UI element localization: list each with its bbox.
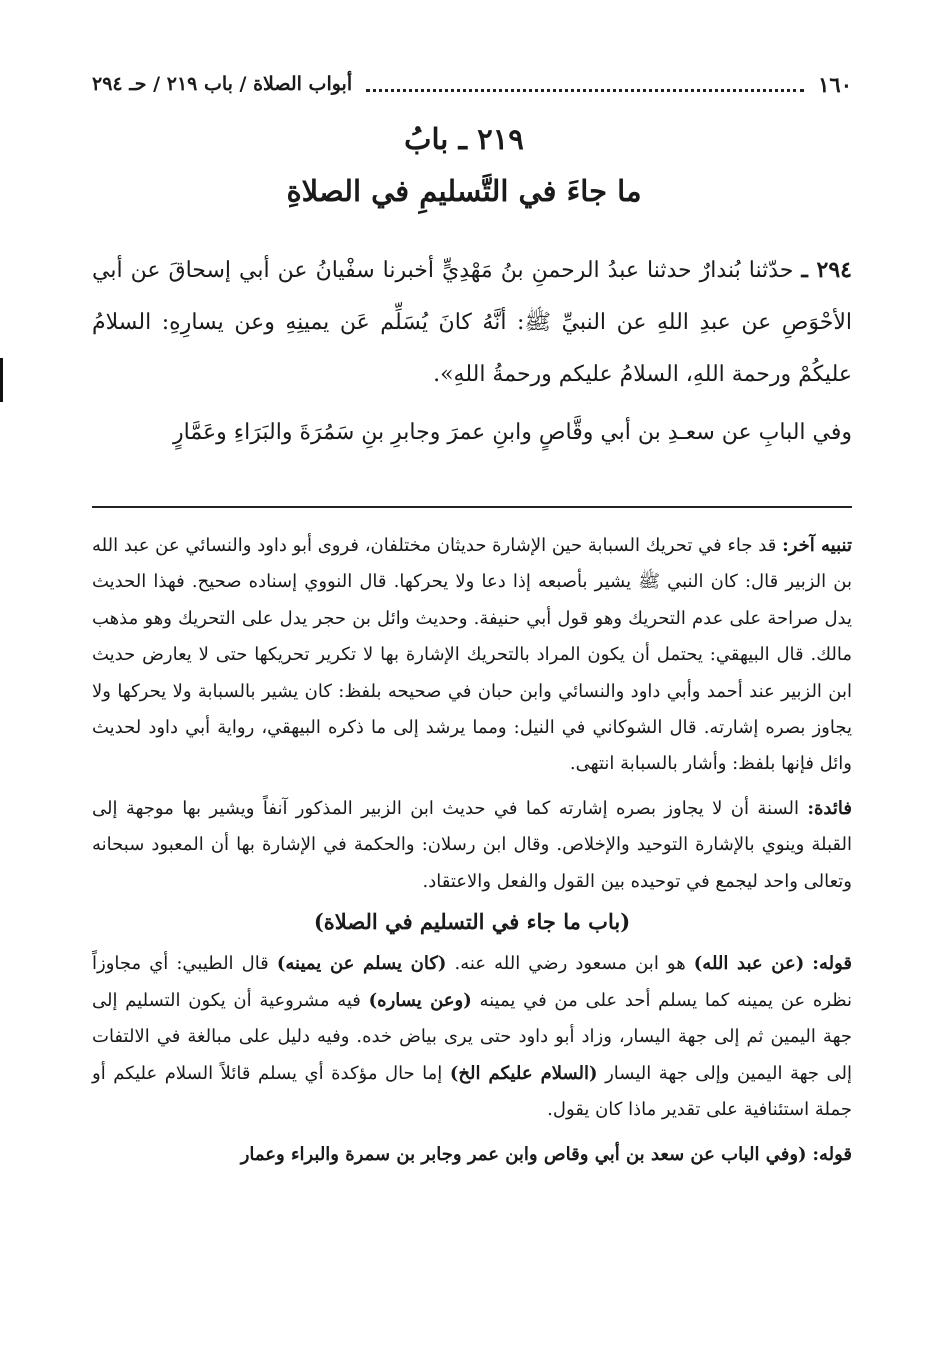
note-2-text: السنة أن لا يجاوز بصره إشارته كما في حديث ابن الزبير المذكور آنفاً ويشير بها موجهة إلى القبلة وينوي بالإشارة التوحيد والإخلاص. وقال ابن رسلان: والحكمة في الإشارة بها أن المعبود سبحانه وتعالى واحد ليجمع في توحيده بين القول والفعل والاعتقاد.: [92, 797, 852, 892]
chapter-title: ما جاءَ في التَّسليمِ في الصلاةِ: [286, 174, 642, 208]
hadith-body: حدّثنا بُندارٌ حدثنا عبدُ الرحمنِ بنُ مَهْدِيٍّ أخبرنا سفْيانُ عن أبي إسحاقَ عن أبي الأحْوَصِ عن عبدِ اللهِ عن النبيِّ ﷺ: أنَّهُ كانَ يُسَلِّم عَن يمينِهِ وعن يسارِهِ: السلامُ عليكُمْ ورحمة اللهِ، السلامُ عليكم ورحمةُ اللهِ».: [92, 258, 852, 387]
fi-al-bab-paragraph: وفي البابِ عن سعـدِ بن أبي وقَّاصٍ وابنِ عمرَ وجابرِ بنِ سَمُرَةَ والبَرَاءِ وعَمَّارٍ: [173, 420, 852, 445]
para-1-quote-1: (عن عبد الله): [693, 953, 805, 975]
commentary-block: [92, 528, 852, 1173]
para-1-text-2: قال الطيبي: أي مجاوزاً نظره عن يمينه كما يسلم أحد على من في يمينه: [92, 953, 852, 1011]
para-1-text-4: إما حال مؤكدة أي يسلم قائلاً السلام عليكم أو جملة استئنافية على تقدير ماذا كان يقول.: [92, 1062, 852, 1121]
commentary-subheading: (باب ما جاء في التسليم في الصلاة): [313, 909, 631, 935]
page-header: [92, 64, 852, 104]
chapter-number: ٢١٩ ـ بابُ: [404, 122, 524, 156]
hadith-number: ٢٩٤ ـ: [801, 257, 852, 283]
commentary-note-2: [92, 791, 852, 900]
para-1-qawluh: قوله:: [812, 953, 852, 975]
note-2-lead: فائدة:: [807, 797, 852, 819]
note-1-text: قد جاء في تحريك السبابة حين الإشارة حديثان مختلفان، فروى أبو داود والنسائي عن عبد الله بن الزبير قال: كان النبي ﷺ يشير بأصبعه إذا دعا ولا يحركها. قال النووي إسناده صحيح. فهذا الحديث يدل صراحة على عدم التحريك وهو قول أبي حنيفة. وحديث وائل بن حجر يدل على التحريك وهو مذهب مالك. قال البيهقي: يحتمل أن يكون المراد بالتحريك الإشارة بها لا تكرير تحريكها حتى لا يعارض حديث ابن الزبير عند أحمد وأبي داود والنسائي وابن حبان في صحيحه بلفظ: كان يشير بالسبابة ولا يحركها ولا يجاوز بصره إشارته. قال الشوكاني في النيل: ومما يرشد إلى ما ذكره البيهقي، رواية أبي داود لحديث وائل فإنها بلفظ: وأشار بالسبابة انتهى.: [92, 535, 852, 775]
margin-mark: [0, 358, 3, 402]
footnote-divider: [92, 506, 852, 508]
running-title: أبواب الصلاة / باب ٢١٩ / حـ ٢٩٤: [92, 73, 353, 95]
header-dot-leader: [366, 89, 804, 92]
page-number: ١٦٠: [818, 71, 852, 97]
para-1-text-3: فيه مشروعية أن يكون التسليم إلى جهة اليمين ثم إلى جهة اليسار، وزاد أبو داود حتى يرى بياض خده. وفيه دليل على مبالغة في الالتفات إلى جهة اليمين وإلى جهة اليسار: [92, 989, 853, 1084]
para-2-qawluh: قوله:: [812, 1143, 852, 1165]
commentary-paragraph-1: [92, 946, 852, 1128]
para-1-text-1: هو ابن مسعود رضي الله عنه.: [454, 953, 686, 975]
note-1-lead: تنبيه آخر:: [782, 535, 852, 556]
para-1-quote-2: (كان يسلم عن يمينه): [276, 953, 447, 975]
commentary-paragraph-2: [92, 1137, 852, 1173]
para-1-quote-3: (وعن يساره): [368, 989, 472, 1011]
hadith-paragraph: [92, 244, 852, 401]
para-2-quote-1: (وفي الباب عن سعد بن أبي وقاص وابن عمر وجابر بن سمرة والبراء وعمار: [240, 1143, 807, 1165]
commentary-note-1: [92, 528, 852, 783]
para-1-quote-4: (السلام عليكم الخ): [449, 1062, 598, 1084]
hadith-text-block: [92, 244, 852, 459]
